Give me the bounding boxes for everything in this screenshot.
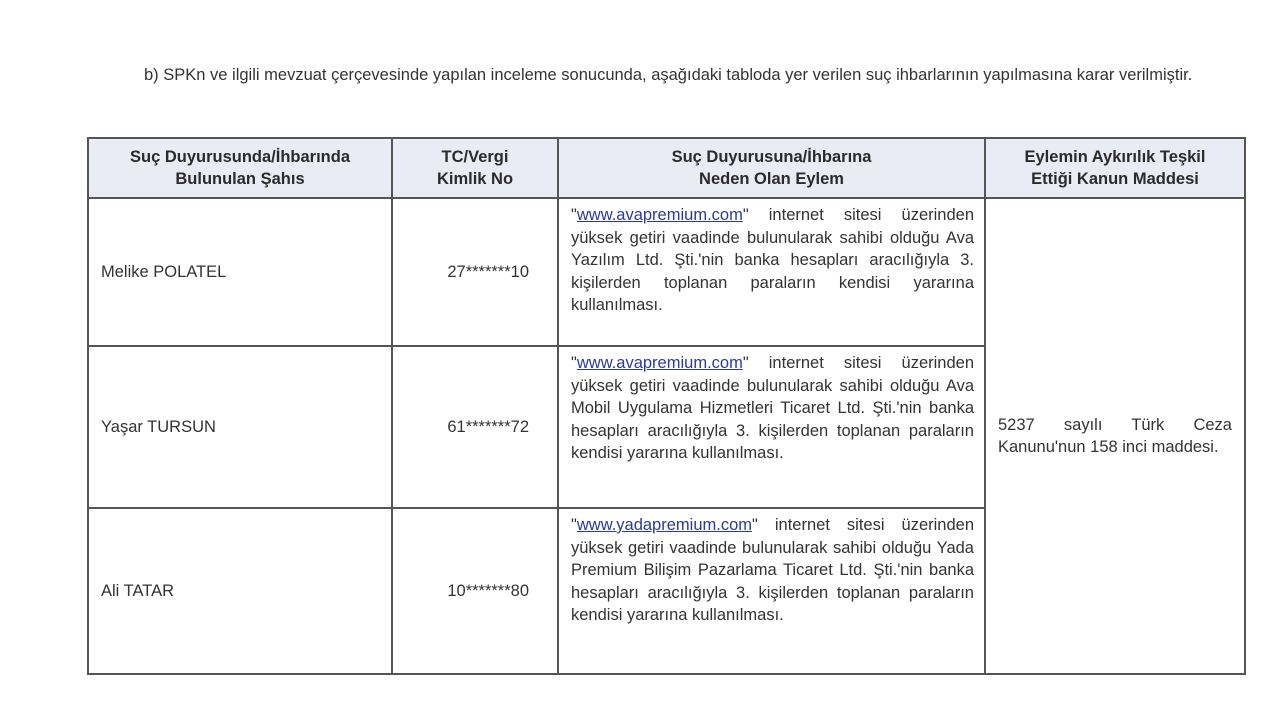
header-id — [392, 138, 558, 198]
header-law — [985, 138, 1245, 198]
header-law-line2: Ettiği Kanun Maddesi — [1031, 170, 1199, 188]
action-description: "www.yadapremium.com" internet sitesi üzerinden yüksek getiri vaadinde bulunularak sahibi olduğu Yada Premium Bilişim Pazarlama Ticaret Ltd. Şti.'nin banka hesapları aracılığıyla 3. kişilerden toplanan paraların kendisi yararına kullanılması. — [558, 508, 985, 674]
person-name: Ali TATAR — [88, 508, 392, 674]
header-person — [88, 138, 392, 198]
header-action-line1: Suç Duyurusuna/İhbarına — [671, 148, 872, 166]
id-number: 27*******10 — [392, 198, 558, 346]
law-article: 5237 sayılı Türk Ceza Kanunu'nun 158 inci maddesi. — [985, 198, 1245, 674]
website-link[interactable]: www.avapremium.com — [576, 206, 743, 224]
person-name: Yaşar TURSUN — [88, 346, 392, 508]
header-action — [558, 138, 985, 198]
intro-paragraph — [88, 62, 1194, 88]
header-id-line2: Kimlik No — [436, 170, 514, 188]
header-person-line2: Bulunulan Şahıs — [175, 170, 305, 188]
intro-label: b) — [144, 66, 159, 84]
id-number: 61*******72 — [392, 346, 558, 508]
website-link[interactable]: www.avapremium.com — [576, 354, 743, 372]
criminal-complaint-table — [87, 137, 1246, 675]
person-name: Melike POLATEL — [88, 198, 392, 346]
table-row — [88, 198, 1245, 346]
header-id-line1: TC/Vergi — [441, 148, 509, 166]
intro-text: SPKn ve ilgili mevzuat çerçevesinde yapılan inceleme sonucunda, aşağıdaki tabloda yer verilen suç ihbarlarının yapılmasına karar verilmiştir. — [163, 66, 1193, 84]
table-header-row — [88, 138, 1245, 198]
header-action-line2: Neden Olan Eylem — [699, 170, 844, 188]
action-description: "www.avapremium.com" internet sitesi üzerinden yüksek getiri vaadinde bulunularak sahibi olduğu Ava Mobil Uygulama Hizmetleri Ticaret Ltd. Şti.'nin banka hesapları aracılığıyla 3. kişilerden toplanan paraların kendisi yararına kullanılması. — [558, 346, 985, 508]
action-text: internet sitesi üzerinden yüksek getiri vaadinde bulunularak sahibi olduğu Ava Mobil Uygulama Hizmetleri Ticaret Ltd. Şti.'nin banka hesapları aracılığıyla 3. kişilerden toplanan paraların kendisi yararına kullanılması. — [571, 354, 974, 462]
website-link[interactable]: www.yadapremium.com — [576, 516, 752, 534]
header-law-line1: Eylemin Aykırılık Teşkil — [1024, 148, 1206, 166]
action-text: internet sitesi üzerinden yüksek getiri vaadinde bulunularak sahibi olduğu Yada Premium Bilişim Pazarlama Ticaret Ltd. Şti.'nin banka hesapları aracılığıyla 3. kişilerden toplanan paraların kendisi yararına kullanılması. — [571, 516, 974, 624]
id-number: 10*******80 — [392, 508, 558, 674]
header-person-line1: Suç Duyurusunda/İhbarında — [129, 148, 351, 166]
action-text: internet sitesi üzerinden yüksek getiri vaadinde bulunularak sahibi olduğu Ava Yazılım Ltd. Şti.'nin banka hesapları aracılığıyla 3. kişilerden toplanan paraların kendisi yararına kullanılması. — [571, 206, 974, 314]
action-description: "www.avapremium.com" internet sitesi üzerinden yüksek getiri vaadinde bulunularak sahibi olduğu Ava Yazılım Ltd. Şti.'nin banka hesapları aracılığıyla 3. kişilerden toplanan paraların kendisi yararına kullanılması. — [558, 198, 985, 346]
